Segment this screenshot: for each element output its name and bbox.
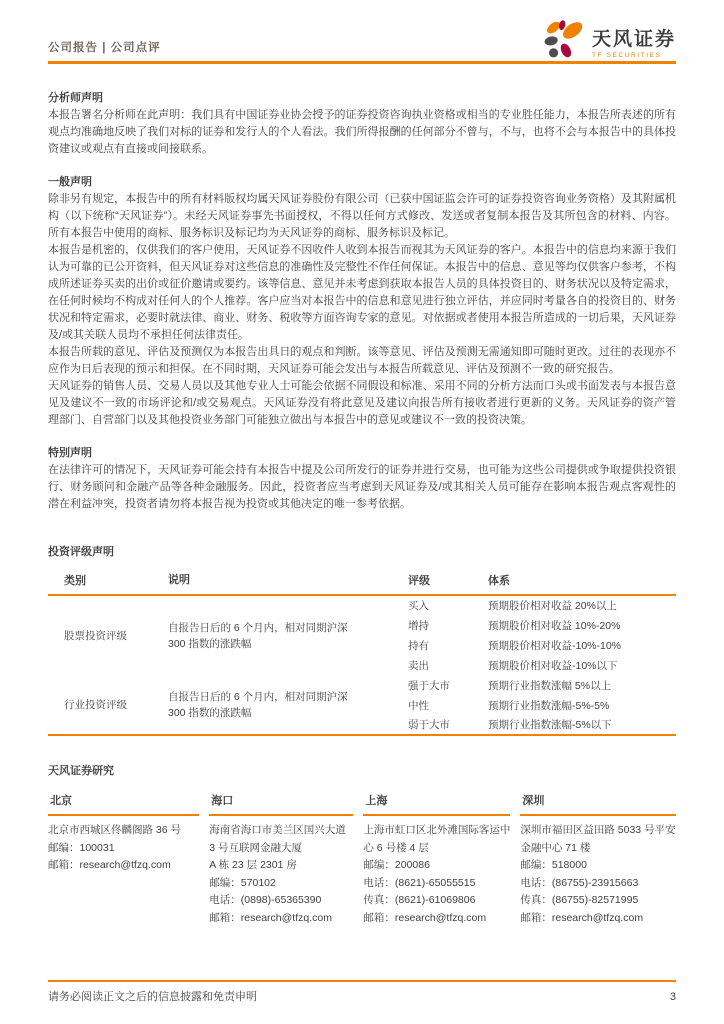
office-shanghai [363,790,510,927]
office-beijing [48,790,199,927]
rating-cell: 增持 [408,619,429,632]
column-header-description: 说明 [168,569,408,595]
rating-table [48,569,676,736]
footer-disclaimer: 请务必阅读正文之后的信息披露和免责申明 [48,991,257,1003]
office-phone: 电话：(0898)-65365390 [209,894,322,906]
office-fax: 传真：(86755)-82571995 [520,894,639,906]
office-email: 邮箱：research@tfzq.com [363,911,487,924]
system-cell: 预期股价相对收益-10%-10% [488,639,622,652]
office-address: 北京市西城区佟麟阁路 36 号 [48,824,182,836]
office-fax: 传真：(8621)-61069806 [363,894,476,906]
office-city: 深圳 [520,790,676,816]
section-title: 投资评级声明 [48,546,114,558]
column-header-rating: 评级 [408,569,488,595]
section-special-statement [48,445,676,513]
office-zipcode: 邮编：570102 [209,876,276,889]
office-zipcode: 邮编：200086 [363,859,430,871]
office-city: 海口 [209,790,353,816]
system-cell: 预期行业指数涨幅 5%以上 [488,679,612,692]
description-cell: 自报告日后的 6 个月内，相对同期沪深 300 指数的涨跌幅 [168,690,348,719]
office-city: 北京 [48,790,199,816]
section-general-statement [48,174,676,429]
section-title: 分析师声明 [48,92,103,104]
statement-paragraph: 天风证券的销售人员、交易人员以及其他专业人士可能会依据不同假设和标准、采用不同的分析方法而口头或书面发表与本报告意见及建议不一致的市场评论和/或交易观点。天风证券没有将此意见及建议向报告所有接收者进行更新的义务。天风证券的资产管理部门、自营部门以及其他投资业务部门可能独立做出与本报告中的意见或建议不一致的投资决策。 [48,380,676,426]
logo-name: 天风证券 [591,29,676,50]
system-cell: 预期股价相对收益 20%以上 [488,600,617,612]
office-zipcode: 邮编：100031 [48,841,115,854]
office-haikou [209,790,353,927]
system-cell: 预期行业指数涨幅-5%-5% [488,699,610,712]
rating-cell: 强于大市 [408,679,450,692]
office-phone: 电话：(86755)-23915663 [520,876,639,889]
page-header [48,0,676,64]
rating-cell: 买入 [408,600,429,612]
section-title: 天风证券研究 [48,765,114,777]
office-phone: 电话：(8621)-65055515 [363,876,476,889]
section-title: 一般声明 [48,176,92,188]
logo-flower-icon [544,18,586,60]
office-address: 深圳市福田区益田路 5033 号平安金融中心 71 楼 [520,824,676,854]
page-number: 3 [669,991,676,1003]
office-shenzhen [520,790,676,927]
section-rating-statement [48,543,676,736]
category-cell: 行业投资评级 [64,699,127,711]
office-email: 邮箱：research@tfzq.com [209,911,332,924]
rating-cell: 卖出 [408,659,429,672]
office-email: 邮箱：research@tfzq.com [520,911,644,924]
description-cell: 自报告日后的 6 个月内，相对同期沪深 300 指数的涨跌幅 [168,621,348,650]
tf-securities-logo [544,18,676,61]
table-row [48,675,676,695]
office-address: A 栋 23 层 2301 房 [209,859,297,871]
office-zipcode: 邮编：518000 [520,859,587,871]
section-title: 特别声明 [48,447,92,459]
statement-paragraph: 本报告是机密的，仅供我们的客户使用，天风证券不因收件人收到本报告而视其为天风证券的客户。本报告中的信息均来源于我们认为可靠的已公开资料，但天风证券对这些信息的准确性及完整性不作任何保证。本报告中的信息、意见等均仅供客户参考，不构成所述证券买卖的出价或征价邀请或要约。该等信息、意见并未考虑到获取本报告人员的具体投资目的、财务状况以及特定需求，在任何时候均不构成对任何人的个人推荐。客户应当对本报告中的信息和意见进行独立评估，并应同时考量各自的投资目的、财务状况和特定需求，必要时就法律、商业、财务、税收等方面咨询专家的意见。对依据或者使用本报告所造成的一切后果，天风证券及/或其关联人员均不承担任何法律责任。 [48,244,676,341]
column-header-system: 体系 [488,569,676,595]
statement-paragraph: 除非另有规定，本报告中的所有材料版权均属天风证券股份有限公司（已获中国证监会许可的证券投资咨询业务资格）及其附属机构（以下统称“天风证券”）。未经天风证券事先书面授权，不得以任何方式修改、发送或者复制本报告及其所包含的材料、内容。所有本报告中使用的商标、服务标识及标记均为天风证券的商标、服务标识及标记。 [48,193,676,239]
page-footer [48,980,676,1004]
category-cell: 股票投资评级 [64,630,127,642]
logo-subtitle: TF SECURITIES [591,52,662,59]
column-header-category: 类别 [48,569,168,595]
office-address: 上海市虹口区北外滩国际客运中心 6 号楼 4 层 [363,824,511,854]
section-analyst-statement [48,90,676,158]
breadcrumb: 公司报告 | 公司点评 [48,42,161,54]
system-cell: 预期股价相对收益 10%-20% [488,619,621,632]
rating-cell: 中性 [408,699,429,712]
office-city: 上海 [363,790,510,816]
rating-cell: 持有 [408,639,429,652]
office-email: 邮箱：research@tfzq.com [48,859,171,871]
system-cell: 预期行业指数涨幅-5%以下 [488,719,612,731]
statement-paragraph: 本报告署名分析师在此声明：我们具有中国证券业协会授予的证券投资咨询执业资格或相当的专业胜任能力，本报告所表述的所有观点均准确地反映了我们对标的证券和发行人的个人看法。我们所得报酬的任何部分不曾与，不与，也将不会与本报告中的具体投资建议或观点有直接或间接联系。 [48,109,676,155]
system-cell: 预期股价相对收益-10%以下 [488,659,618,672]
office-address: 海南省海口市美兰区国兴大道 3 号互联网金融大厦 [209,824,346,854]
table-row [48,595,676,615]
office-columns [48,790,676,927]
statement-paragraph: 在法律许可的情况下，天风证券可能会持有本报告中提及公司所发行的证券并进行交易，也可能为这些公司提供或争取提供投资银行、财务顾问和金融产品等各种金融服务。因此，投资者应当考虑到天风证券及/或其相关人员可能存在影响本报告观点客观性的潜在利益冲突，投资者请勿将本报告视为投资或其他决定的唯一参考依据。 [48,464,676,510]
rating-table-header-row [48,569,676,595]
rating-cell: 弱于大市 [408,719,450,731]
section-research-offices [48,762,676,927]
statement-paragraph: 本报告所载的意见、评估及预测仅为本报告出具日的观点和判断。该等意见、评估及预测无需通知即可随时更改。过往的表现亦不应作为日后表现的预示和担保。在不同时期，天风证券可能会发出与本报告所载意见、评估及预测不一致的研究报告。 [48,346,676,375]
